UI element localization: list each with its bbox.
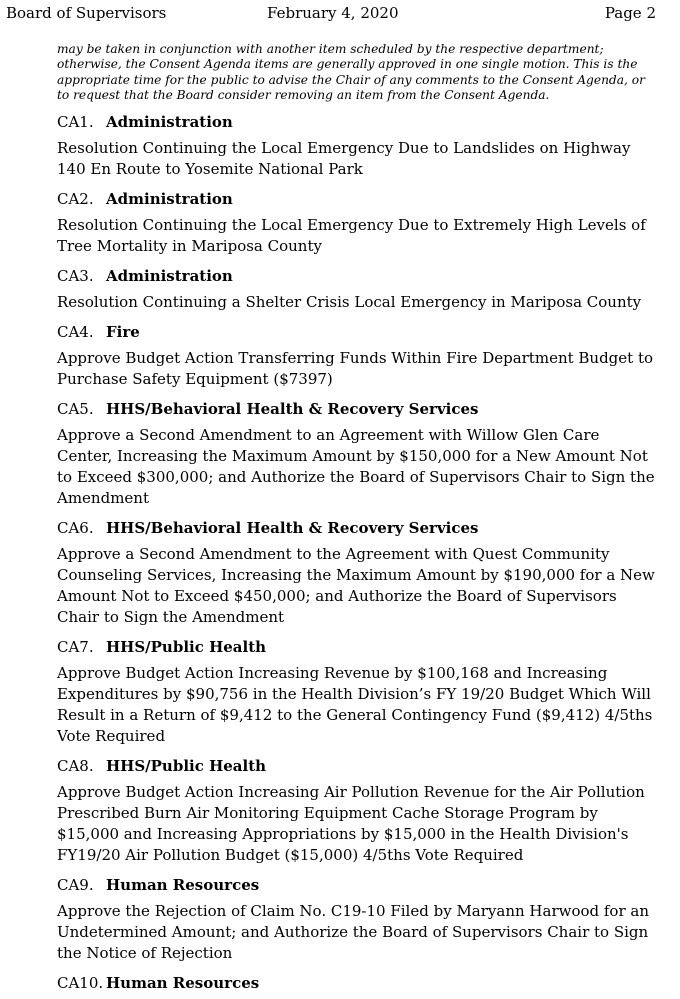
agenda-item-number: CA8. [57,756,94,775]
agenda-item-department: Human Resources [106,875,260,894]
agenda-item-description: Approve Budget Action Increasing Air Pollution Revenue for the Air Pollution Prescribed Burn Air Monitoring Equipment Cache Storage Program by $15,000 and Increasing Appropriations by $15,000 in the Health Division's FY19/20 Air Pollution Budget ($15,000) 4/5ths Vote Required [57,782,645,864]
agenda-item-number: CA7. [57,637,94,656]
agenda-item-heading [57,638,657,656]
agenda-item-number: CA10. [57,973,104,992]
agenda-item-number: CA5. [57,399,94,418]
agenda-item-department: Administration [106,266,233,285]
agenda-item-ca6 [57,519,657,628]
consent-agenda-content [57,42,657,999]
agenda-item-description: Resolution Continuing a Shelter Crisis Local Emergency in Mariposa County [57,292,642,311]
agenda-item-description: Approve the Rejection of Claim No. C19-10 Filed by Maryann Harwood for an Undetermined Amount; and Authorize the Board of Supervisors Chair to Sign the Notice of Rejection [57,901,650,962]
agenda-item-ca1 [57,113,657,180]
agenda-item-ca5 [57,400,657,509]
agenda-item-heading [57,400,657,418]
header-page-number: Page 2 [604,4,656,22]
page-header [6,4,656,24]
agenda-item-department: Human Resources [106,973,260,992]
agenda-item-number: CA4. [57,322,94,341]
agenda-item-heading [57,323,657,341]
agenda-item-department: HHS/Behavioral Health & Recovery Services [106,518,479,537]
agenda-item-heading [57,190,657,208]
agenda-item-number: CA2. [57,189,94,208]
agenda-item-ca8 [57,757,657,866]
agenda-item-department: Administration [106,189,233,208]
agenda-item-ca10 [57,974,657,992]
agenda-item-number: CA3. [57,266,94,285]
header-board-name: Board of Supervisors [6,4,167,22]
consent-agenda-intro: may be taken in conjunction with another item scheduled by the respective department; otherwise, the Consent Agenda items are generally approved in one single motion. This is the appropriate time for the public to advise the Chair of any comments to the Consent Agenda, or to request that the Board consider removing an item from the Consent Agenda. [57,42,645,103]
agenda-item-heading [57,974,657,992]
agenda-item-ca9 [57,876,657,964]
agenda-item-department: HHS/Public Health [106,637,267,656]
agenda-item-description: Approve a Second Amendment to the Agreement with Quest Community Counseling Services, Increasing the Maximum Amount by $190,000 for a New Amount Not to Exceed $450,000; and Authorize the Board of Supervisors Chair to Sign the Amendment [57,544,655,626]
agenda-item-ca4 [57,323,657,390]
agenda-item-department: Fire [106,322,140,341]
agenda-item-department: Administration [106,112,233,131]
agenda-item-department: HHS/Behavioral Health & Recovery Services [106,399,479,418]
agenda-item-description: Resolution Continuing the Local Emergency Due to Extremely High Levels of Tree Mortality in Mariposa County [57,215,646,255]
agenda-item-heading [57,267,657,285]
agenda-item-description: Approve Budget Action Transferring Funds Within Fire Department Budget to Purchase Safety Equipment ($7397) [57,348,654,388]
agenda-item-heading [57,876,657,894]
agenda-item-number: CA6. [57,518,94,537]
agenda-item-department: HHS/Public Health [106,756,267,775]
agenda-item-description: Approve a Second Amendment to an Agreement with Willow Glen Care Center, Increasing the Maximum Amount by $150,000 for a New Amount Not to Exceed $300,000; and Authorize the Board of Supervisors Chair to Sign the Amendment [57,425,655,507]
agenda-item-ca7 [57,638,657,747]
agenda-item-number: CA1. [57,112,94,131]
agenda-item-description: Approve Budget Action Increasing Revenue by $100,168 and Increasing Expenditures by $90,756 in the Health Division’s FY 19/20 Budget Which Will Result in a Return of $9,412 to the General Contingency Fund ($9,412) 4/5ths Vote Required [57,663,653,745]
agenda-item-ca3 [57,267,657,313]
agenda-item-number: CA9. [57,875,94,894]
agenda-item-ca2 [57,190,657,257]
agenda-item-heading [57,113,657,131]
agenda-item-heading [57,757,657,775]
agenda-item-heading [57,519,657,537]
header-date: February 4, 2020 [267,4,399,22]
agenda-item-description: Resolution Continuing the Local Emergency Due to Landslides on Highway 140 En Route to Yosemite National Park [57,138,631,178]
